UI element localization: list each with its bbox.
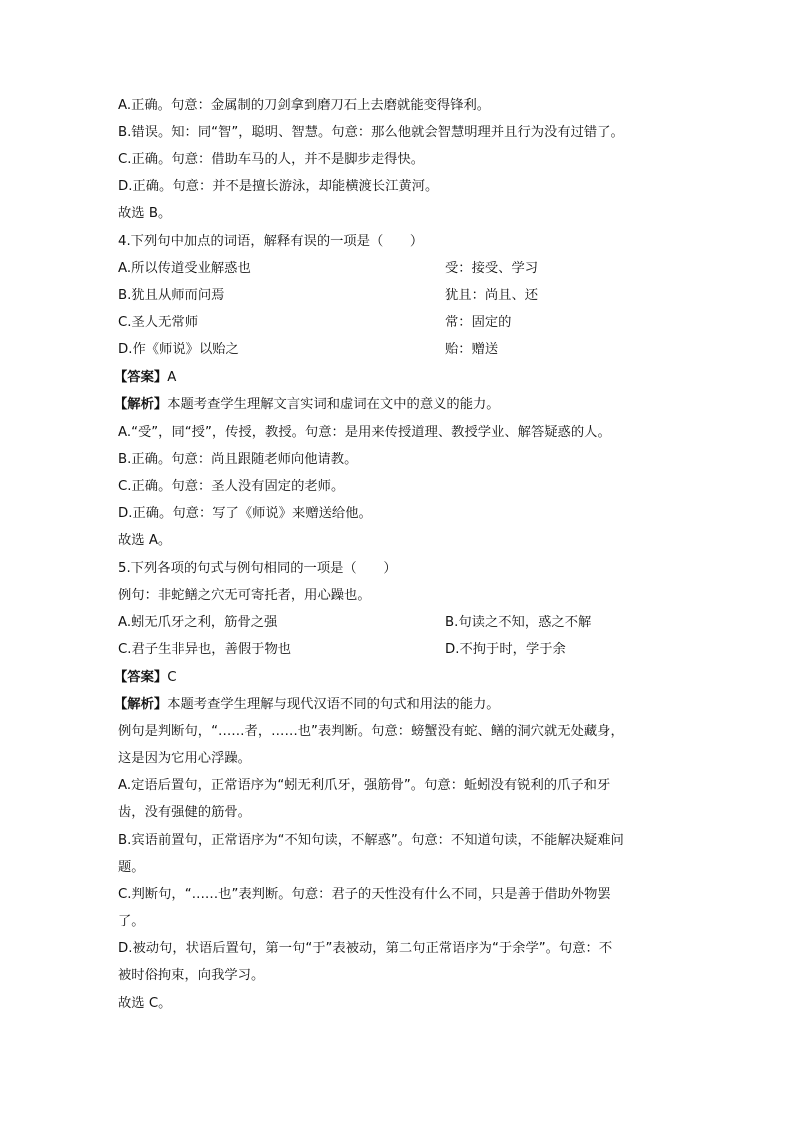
q5-analysis-b-line-2: 题。 xyxy=(118,860,145,875)
q5-option-b: B.句读之不知，惑之不解 xyxy=(445,615,592,630)
q5-analysis-d-line-1: D.被动句，状语后置句，第一句“于”表被动，第二句正常语序为“于余学”。句意：不 xyxy=(118,941,613,956)
q4-option-b-sentence: B.犹且从师而问焉 xyxy=(118,288,225,303)
q5-analysis-a-line-1: A.定语后置句，正常语序为“蚓无利爪牙，强筋骨”。句意：蚯蚓没有锐利的爪子和牙 xyxy=(118,778,611,793)
q4-option-d-sentence: D.作《师说》以贻之 xyxy=(118,342,239,357)
q4-option-c-gloss: 常：固定的 xyxy=(445,315,512,330)
q4-analysis-d: D.正确。句意：写了《师说》来赠送给他。 xyxy=(118,506,372,521)
q4-analysis-a: A.“受”，同“授”，传授，教授。句意：是用来传授道理、教授学业、解答疑惑的人。 xyxy=(118,425,611,440)
q4-option-a-gloss: 受：接受、学习 xyxy=(445,261,539,276)
q4-option-a-sentence: A.所以传道受业解惑也 xyxy=(118,261,251,276)
q4-stem: 4.下列句中加点的词语，解释有误的一项是（ ） xyxy=(118,234,424,249)
q3-analysis-b: B.错误。知：同“智”，聪明、智慧。句意：那么他就会智慧明理并且行为没有过错了。 xyxy=(118,125,624,140)
q4-option-d-gloss: 贻：赠送 xyxy=(445,342,499,357)
q5-option-a: A.蚓无爪牙之利，筋骨之强 xyxy=(118,615,278,630)
q4-analysis-b: B.正确。句意：尚且跟随老师向他请教。 xyxy=(118,452,358,467)
q5-example-note-line-2: 这是因为它用心浮躁。 xyxy=(118,751,251,766)
q4-conclusion: 故选 A。 xyxy=(118,533,172,548)
q3-analysis-d: D.正确。句意：并不是擅长游泳，却能横渡长江黄河。 xyxy=(118,179,439,194)
q3-conclusion: 故选 B。 xyxy=(118,206,172,221)
q3-analysis-a: A.正确。句意：金属制的刀剑拿到磨刀石上去磨就能变得锋利。 xyxy=(118,98,491,113)
q4-option-a xyxy=(118,260,678,278)
q5-answer-value: C xyxy=(167,670,177,685)
q4-answer-tag: 【答案】 xyxy=(114,370,168,385)
q4-option-b-gloss: 犹且：尚且、还 xyxy=(445,288,539,303)
q5-analysis-a-line-2: 齿，没有强健的筋骨。 xyxy=(118,805,251,820)
q4-answer-value: A xyxy=(167,370,177,385)
q5-options-row-2 xyxy=(118,641,678,659)
q5-options-row-1 xyxy=(118,614,678,632)
q4-analysis-intro: 本题考查学生理解文言实词和虚词在文中的意义的能力。 xyxy=(167,397,500,412)
q5-analysis-tag: 【解析】 xyxy=(114,697,168,712)
q5-analysis-b-line-1: B.宾语前置句，正常语序为“不知句读，不解惑”。句意：不知道句读，不能解决疑难问 xyxy=(118,833,624,848)
q5-answer-tag: 【答案】 xyxy=(114,670,168,685)
q5-answer xyxy=(114,669,674,687)
q5-analysis-d-line-2: 被时俗拘束，向我学习。 xyxy=(118,968,265,983)
q4-option-b xyxy=(118,287,678,305)
q5-stem: 5.下列各项的句式与例句相同的一项是（ ） xyxy=(118,561,397,576)
q4-answer xyxy=(114,369,674,387)
q5-analysis-c-line-1: C.判断句，“……也”表判断。句意：君子的天性没有什么不同，只是善于借助外物罢 xyxy=(118,887,611,902)
q5-example-note-line-1: 例句是判断句，“……者，……也”表判断。句意：螃蟹没有蛇、鳝的洞穴就无处藏身， xyxy=(118,724,624,739)
q4-analysis-tag: 【解析】 xyxy=(114,397,168,412)
q5-example: 例句：非蛇鳝之穴无可寄托者，用心躁也。 xyxy=(118,588,371,603)
q4-analysis-heading xyxy=(114,396,674,414)
q5-option-d: D.不拘于时，学于余 xyxy=(445,642,566,657)
q4-analysis-c: C.正确。句意：圣人没有固定的老师。 xyxy=(118,479,345,494)
q4-option-c-sentence: C.圣人无常师 xyxy=(118,315,198,330)
q5-conclusion: 故选 C。 xyxy=(118,996,172,1011)
q3-analysis-c: C.正确。句意：借助车马的人，并不是脚步走得快。 xyxy=(118,152,425,167)
q5-analysis-intro: 本题考查学生理解与现代汉语不同的句式和用法的能力。 xyxy=(167,697,500,712)
q4-option-d xyxy=(118,341,678,359)
q4-option-c xyxy=(118,314,678,332)
q5-analysis-c-line-2: 了。 xyxy=(118,914,145,929)
q5-analysis-heading xyxy=(114,696,674,714)
q5-option-c: C.君子生非异也，善假于物也 xyxy=(118,642,292,657)
